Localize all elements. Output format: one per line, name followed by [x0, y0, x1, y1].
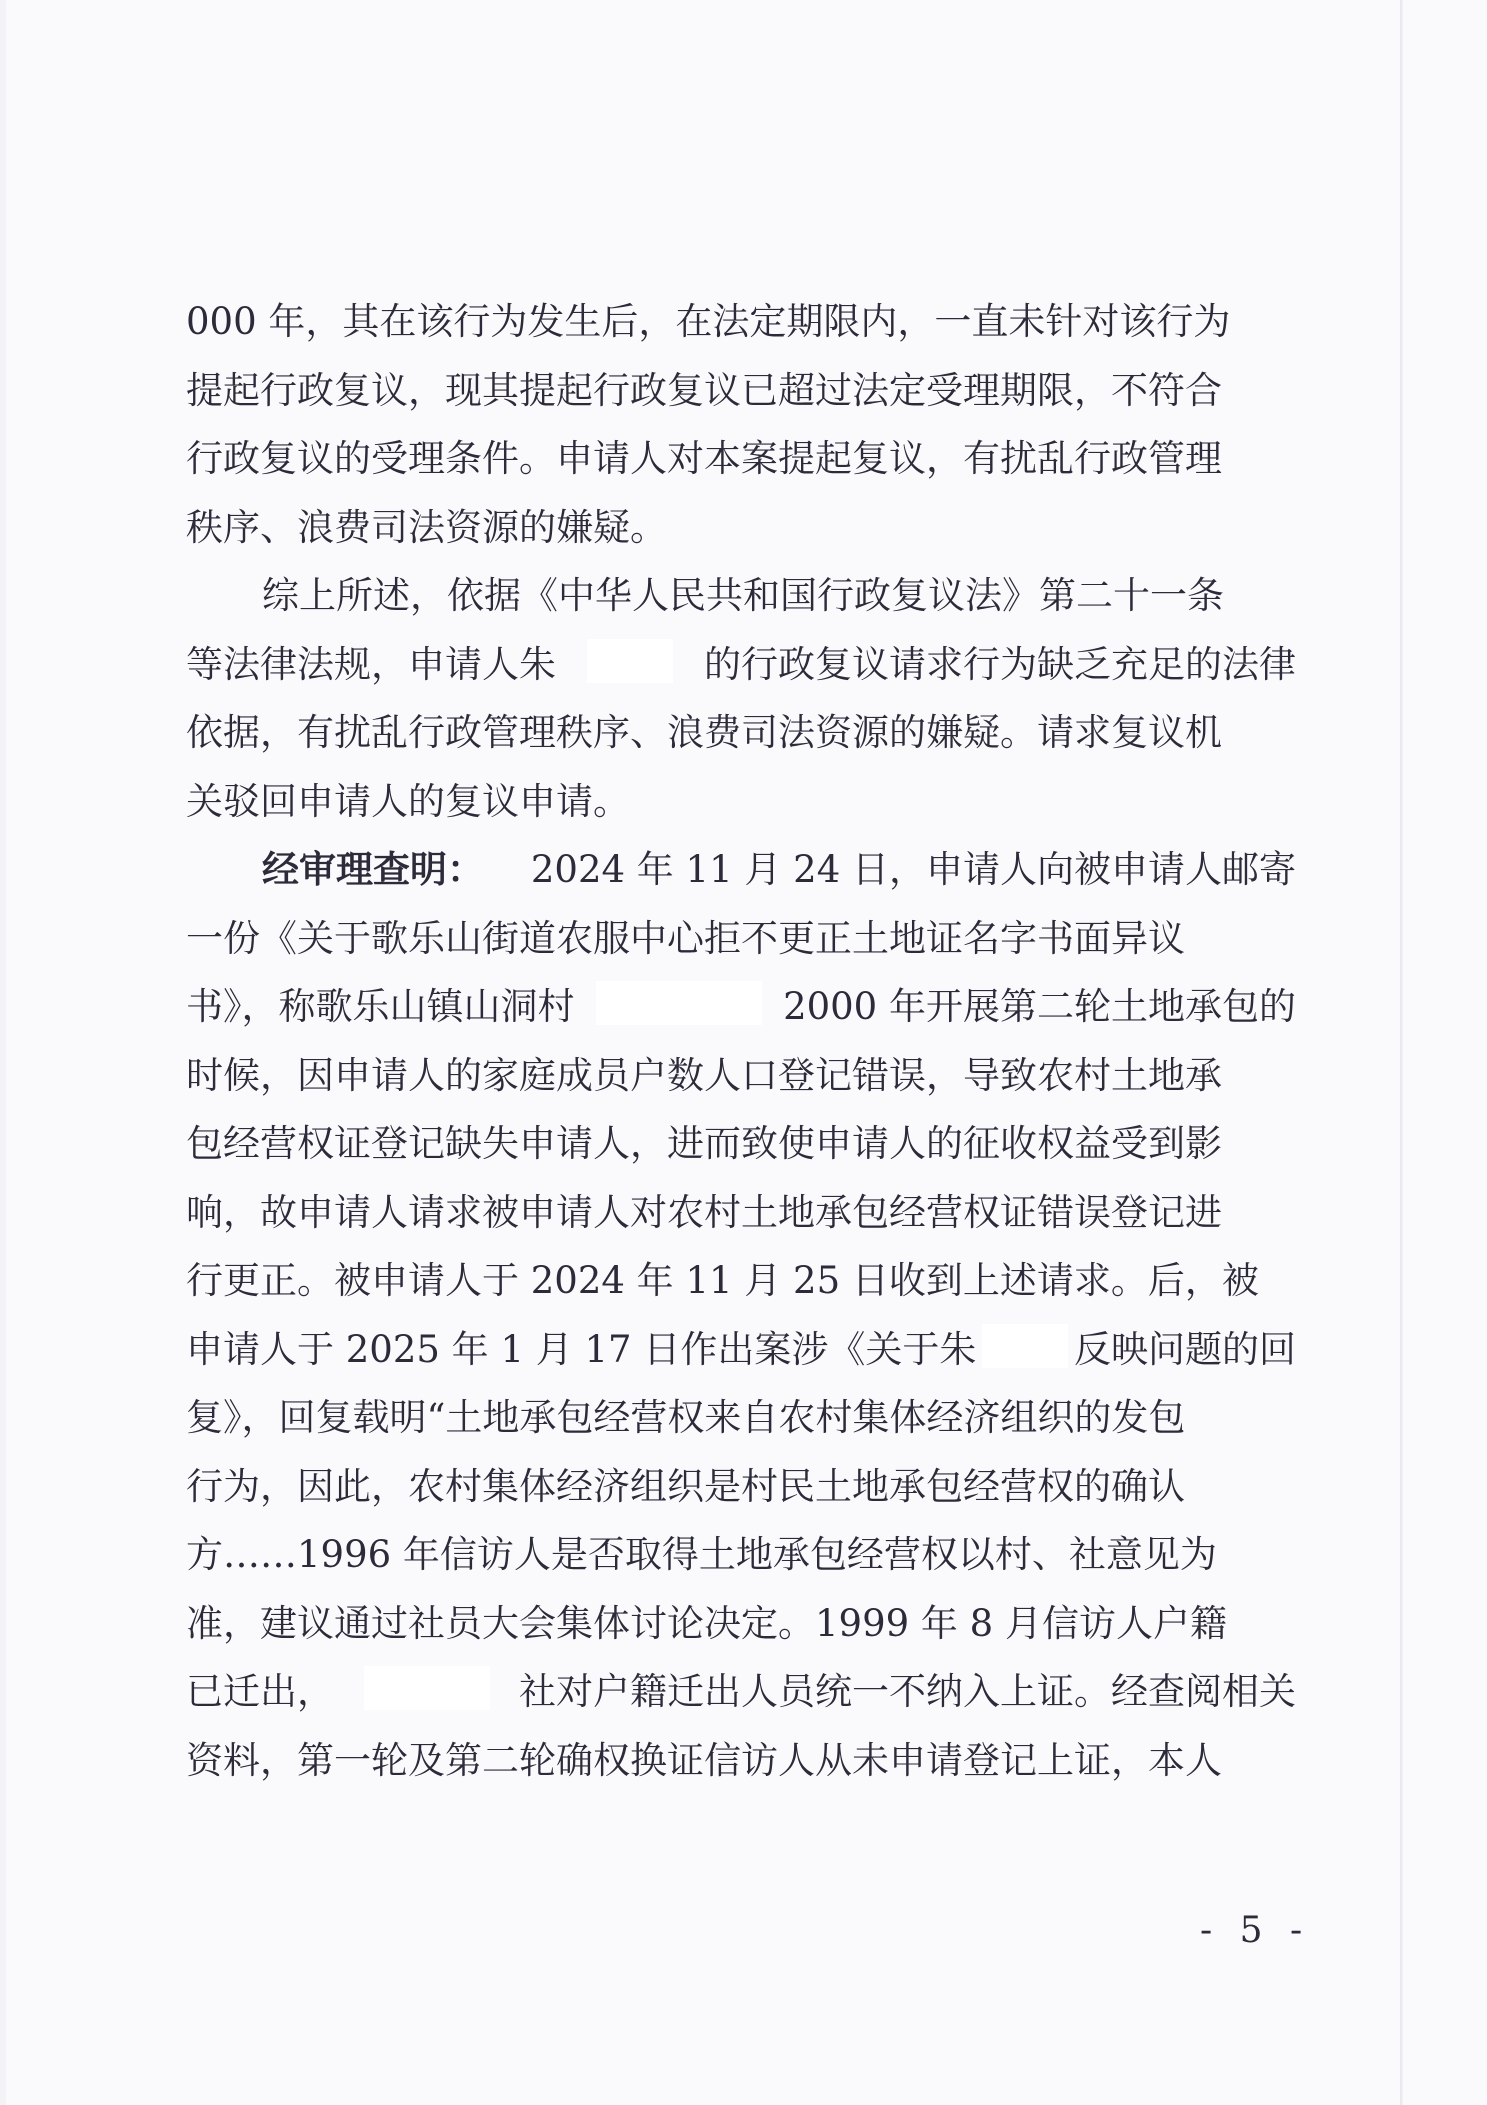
text-line: 时候，因申请人的家庭成员户数人口登记错误，导致农村土地承 — [186, 1053, 1222, 1097]
text-line: 综上所述，依据《中华人民共和国行政复议法》第二十一条 — [262, 574, 1224, 618]
text-segment: 反映问题的回 — [1073, 1327, 1296, 1371]
text-segment: 2000 年开展第二轮土地承包的 — [783, 985, 1296, 1029]
page-number: - 5 - — [1200, 1910, 1311, 1951]
redaction-box — [587, 639, 673, 683]
text-line: 行更正。被申请人于 2024 年 11 月 25 日收到上述请求。后，被 — [186, 1259, 1259, 1303]
redaction-box — [596, 981, 762, 1025]
text-line: 提起行政复议，现其提起行政复议已超过法定受理期限，不符合 — [186, 368, 1222, 412]
text-segment: 的行政复议请求行为缺乏充足的法律 — [704, 642, 1296, 686]
text-line: 秩序、浪费司法资源的嫌疑。 — [186, 505, 667, 549]
findings-heading: 经审理查明： — [262, 847, 484, 892]
text-line: 000 年，其在该行为发生后，在法定期限内，一直未针对该行为 — [186, 300, 1231, 344]
text-line: 准，建议通过社员大会集体讨论决定。1999 年 8 月信访人户籍 — [186, 1601, 1227, 1645]
text-segment: 社对户籍迁出人员统一不纳入上证。经查阅相关 — [519, 1670, 1296, 1714]
text-segment: 等法律法规，申请人朱 — [186, 642, 556, 686]
text-line: 依据，有扰乱行政管理秩序、浪费司法资源的嫌疑。请求复议机 — [186, 711, 1222, 755]
text-line — [186, 832, 1296, 901]
text-line: 复》，回复载明“土地承包经营权来自农村集体经济组织的发包 — [186, 1396, 1186, 1440]
text-line: 包经营权证登记缺失申请人，进而致使申请人的征收权益受到影 — [186, 1122, 1222, 1166]
redaction-box — [364, 1666, 490, 1710]
text-line — [186, 1654, 1296, 1723]
text-line: 行为，因此，农村集体经济组织是村民土地承包经营权的确认 — [186, 1464, 1185, 1508]
text-segment: 已迁出， — [186, 1670, 334, 1714]
text-segment: 申请人于 2025 年 1 月 17 日作出案涉《关于朱 — [186, 1327, 977, 1371]
page-edge-right — [1400, 0, 1403, 2105]
text-line: 一份《关于歌乐山街道农服中心拒不更正土地证名字书面异议 — [186, 916, 1185, 960]
page-edge-left — [0, 0, 6, 2105]
text-segment: 2024 年 11 月 24 日，申请人向被申请人邮寄 — [530, 848, 1296, 892]
text-line — [186, 969, 1296, 1038]
text-line — [186, 1312, 1296, 1381]
text-line: 响，故申请人请求被申请人对农村土地承包经营权证错误登记进 — [186, 1190, 1222, 1234]
text-line — [186, 627, 1296, 696]
text-line: 行政复议的受理条件。申请人对本案提起复议，有扰乱行政管理 — [186, 437, 1222, 481]
text-line: 方……1996 年信访人是否取得土地承包经营权以村、社意见为 — [186, 1533, 1217, 1577]
text-line: 资料，第一轮及第二轮确权换证信访人从未申请登记上证，本人 — [186, 1738, 1222, 1782]
redaction-box — [982, 1324, 1068, 1368]
document-body — [186, 284, 1296, 1791]
text-line: 关驳回申请人的复议申请。 — [186, 779, 630, 823]
text-segment: 书》，称歌乐山镇山洞村 — [186, 985, 575, 1029]
